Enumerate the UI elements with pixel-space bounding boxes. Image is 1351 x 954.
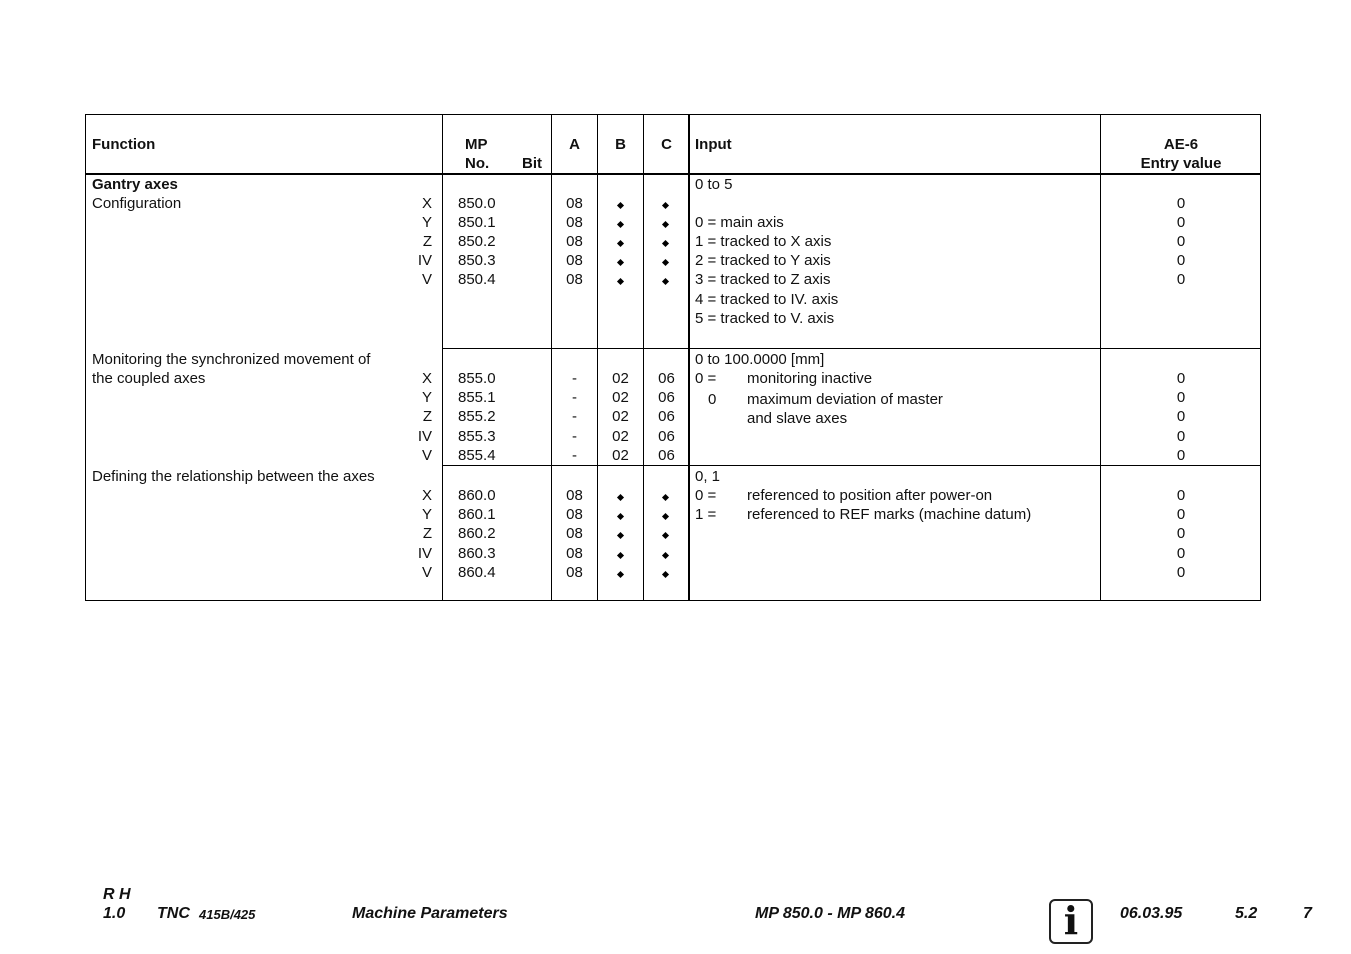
diamond-icon (662, 532, 669, 539)
diamond-icon (662, 221, 669, 228)
diamond-icon (617, 221, 624, 228)
input-option: 5 = tracked to V. axis (695, 310, 835, 327)
footer-tnc: TNC (157, 905, 190, 922)
b-value: 02 (612, 370, 629, 387)
parameter-table (85, 114, 1261, 601)
mp-number: 860.4 (458, 564, 496, 581)
a-value: 08 (566, 525, 583, 542)
mp-number: 855.3 (458, 428, 496, 445)
mp-number: 860.2 (458, 525, 496, 542)
function-label: Defining the relationship between the axes (92, 468, 375, 485)
input-key: 1 = (695, 506, 717, 523)
entry-value: 0 (1176, 271, 1186, 288)
input-option: 4 = tracked to IV. axis (695, 291, 839, 308)
section-title: Gantry axes (92, 176, 178, 193)
entry-value: 0 (1176, 389, 1186, 406)
function-label: Monitoring the synchronized movement of (92, 351, 371, 368)
a-value: - (572, 370, 577, 387)
input-option: 0 = main axis (695, 214, 784, 231)
axis-label: X (421, 370, 432, 387)
col-divider (688, 115, 690, 600)
header-entry: Entry value (1140, 155, 1222, 172)
axis-label: IV (417, 545, 432, 562)
header-divider (86, 173, 1260, 175)
mp-number: 860.1 (458, 506, 496, 523)
mp-number: 850.3 (458, 252, 496, 269)
c-value: 06 (658, 370, 675, 387)
diamond-icon (617, 259, 624, 266)
a-value: - (572, 389, 577, 406)
header-ae: AE-6 (1163, 136, 1199, 153)
b-value: 02 (612, 447, 629, 464)
col-divider (643, 115, 644, 600)
diamond-icon (617, 571, 624, 578)
entry-value: 0 (1176, 408, 1186, 425)
header-b: B (615, 136, 626, 153)
diamond-icon (662, 571, 669, 578)
a-value: 08 (566, 271, 583, 288)
entry-value: 0 (1176, 195, 1186, 212)
axis-label: V (421, 271, 432, 288)
mp-number: 855.1 (458, 389, 496, 406)
a-value: 08 (566, 487, 583, 504)
diamond-icon (662, 240, 669, 247)
input-desc: maximum deviation of master (747, 391, 943, 408)
header-no: No. (465, 155, 490, 172)
header-input: Input (695, 136, 732, 153)
c-value: 06 (658, 389, 675, 406)
footer-date: 06.03.95 (1120, 905, 1183, 922)
mp-number: 850.4 (458, 271, 496, 288)
c-value: 06 (658, 447, 675, 464)
diamond-icon (617, 494, 624, 501)
axis-label: Z (422, 408, 432, 425)
diamond-icon (662, 494, 669, 501)
input-key: 0 = (695, 370, 717, 387)
input-option: 1 = tracked to X axis (695, 233, 832, 250)
entry-value: 0 (1176, 564, 1186, 581)
axis-label: IV (417, 428, 432, 445)
header-c: C (661, 136, 672, 153)
entry-value: 0 (1176, 447, 1186, 464)
c-value: 06 (658, 428, 675, 445)
a-value: - (572, 447, 577, 464)
input-desc: monitoring inactive (747, 370, 873, 387)
diamond-icon (617, 513, 624, 520)
info-glyph: i (1063, 898, 1079, 943)
input-desc: referenced to REF marks (machine datum) (747, 506, 1032, 523)
entry-value: 0 (1176, 214, 1186, 231)
diamond-icon (617, 552, 624, 559)
diamond-icon (662, 513, 669, 520)
a-value: 08 (566, 195, 583, 212)
mp-number: 860.3 (458, 545, 496, 562)
diamond-icon (662, 278, 669, 285)
info-icon (1049, 899, 1093, 944)
axis-label: Y (421, 214, 432, 231)
mp-number: 855.2 (458, 408, 496, 425)
diamond-icon (662, 259, 669, 266)
header-a: A (569, 136, 580, 153)
axis-label: V (421, 447, 432, 464)
footer-model: 415B/425 (199, 907, 256, 922)
footer-version: 1.0 (103, 905, 126, 922)
mp-number: 850.1 (458, 214, 496, 231)
a-value: 08 (566, 564, 583, 581)
diamond-icon (662, 202, 669, 209)
a-value: - (572, 428, 577, 445)
b-value: 02 (612, 389, 629, 406)
a-value: 08 (566, 233, 583, 250)
function-label: Configuration (92, 195, 182, 212)
input-key: 0 (708, 391, 717, 408)
row-divider (443, 465, 1260, 466)
entry-value: 0 (1176, 487, 1186, 504)
entry-value: 0 (1176, 525, 1186, 542)
a-value: - (572, 408, 577, 425)
input-desc: and slave axes (747, 410, 848, 427)
input-range: 0 to 100.0000 [mm] (695, 351, 825, 368)
col-divider (442, 115, 443, 600)
function-label: the coupled axes (92, 370, 206, 387)
input-range: 0, 1 (695, 468, 721, 485)
footer-rh: R H (103, 886, 131, 903)
entry-value: 0 (1176, 506, 1186, 523)
entry-value: 0 (1176, 233, 1186, 250)
mp-number: 850.2 (458, 233, 496, 250)
axis-label: Z (422, 525, 432, 542)
diamond-icon (617, 202, 624, 209)
input-range: 0 to 5 (695, 176, 733, 193)
axis-label: Y (421, 506, 432, 523)
b-value: 02 (612, 428, 629, 445)
diamond-icon (617, 278, 624, 285)
mp-number: 860.0 (458, 487, 496, 504)
a-value: 08 (566, 252, 583, 269)
a-value: 08 (566, 214, 583, 231)
footer-range: MP 850.0 - MP 860.4 (755, 905, 905, 922)
b-value: 02 (612, 408, 629, 425)
footer-title: Machine Parameters (352, 905, 508, 922)
col-divider (597, 115, 598, 600)
header-bit: Bit (522, 155, 542, 172)
axis-label: Y (421, 389, 432, 406)
mp-number: 855.0 (458, 370, 496, 387)
entry-value: 0 (1176, 252, 1186, 269)
diamond-icon (617, 532, 624, 539)
entry-value: 0 (1176, 370, 1186, 387)
axis-label: IV (417, 252, 432, 269)
input-option: 2 = tracked to Y axis (695, 252, 831, 269)
header-function: Function (92, 136, 156, 153)
entry-value: 0 (1176, 545, 1186, 562)
a-value: 08 (566, 506, 583, 523)
diamond-icon (662, 552, 669, 559)
c-value: 06 (658, 408, 675, 425)
mp-number: 850.0 (458, 195, 496, 212)
input-key: 0 = (695, 487, 717, 504)
axis-label: V (421, 564, 432, 581)
axis-label: Z (422, 233, 432, 250)
entry-value: 0 (1176, 428, 1186, 445)
footer-section: 5.2 (1235, 905, 1258, 922)
axis-label: X (421, 487, 432, 504)
a-value: 08 (566, 545, 583, 562)
input-desc: referenced to position after power-on (747, 487, 993, 504)
mp-number: 855.4 (458, 447, 496, 464)
diamond-icon (617, 240, 624, 247)
header-mp: MP (465, 136, 488, 153)
axis-label: X (421, 195, 432, 212)
footer-page: 7 (1303, 905, 1312, 922)
row-divider (443, 348, 1260, 349)
input-option: 3 = tracked to Z axis (695, 271, 831, 288)
